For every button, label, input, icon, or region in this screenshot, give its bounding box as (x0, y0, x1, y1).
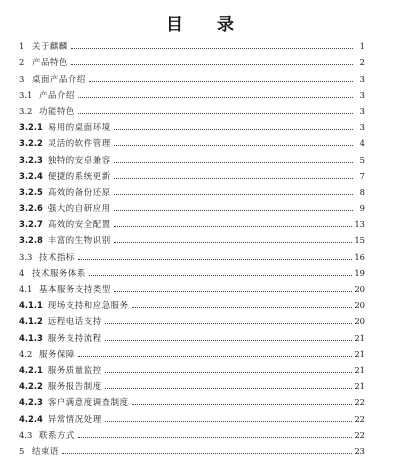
toc-entry-page: 22 (354, 429, 365, 440)
toc-entry[interactable] (19, 440, 365, 456)
toc-entry-page: 3 (359, 105, 365, 116)
toc-entry-page: 9 (359, 203, 365, 214)
dot-leader (114, 242, 353, 243)
toc-entry-page: 23 (354, 445, 365, 456)
dot-leader (105, 388, 353, 389)
toc-entry-number: 3.2.2 (19, 138, 43, 149)
toc-entry-number: 1 (19, 41, 25, 52)
dot-leader (89, 275, 352, 276)
dot-leader (105, 421, 353, 422)
toc-entry-page: 3 (359, 73, 365, 84)
toc-entry-number: 4.1.2 (19, 316, 43, 327)
toc-entry-number: 4.1.3 (19, 332, 43, 343)
dot-leader (132, 404, 353, 405)
dot-leader (71, 48, 353, 49)
dot-leader (114, 226, 353, 227)
toc-entry-number: 3.2 (19, 105, 33, 116)
toc-entry-title: 异常情况处理 (47, 413, 102, 424)
toc-entry-page: 20 (354, 300, 365, 311)
toc-entry-title: 服务质量监控 (47, 364, 102, 375)
toc-entry-title: 产品特色 (32, 57, 68, 68)
dot-leader (89, 81, 353, 82)
toc-entry-number: 3.2.8 (19, 235, 43, 246)
toc-entry-title: 灵活的软件管理 (47, 138, 111, 149)
toc-entry-title: 技术指标 (39, 251, 75, 262)
toc-entry-page: 4 (359, 138, 365, 149)
toc-entry[interactable] (19, 197, 365, 213)
toc-entry-title: 高效的备份还原 (47, 186, 111, 197)
dot-leader (114, 178, 353, 179)
toc-entry-title: 丰富的生物识别 (47, 235, 111, 246)
toc-entry-page: 2 (359, 57, 365, 68)
toc-entry-page: 16 (354, 251, 365, 262)
page-title: 目 录 (166, 15, 248, 35)
toc-entry-page: 5 (359, 154, 365, 165)
toc-entry-title: 结束语 (32, 445, 59, 456)
toc-entry-title: 产品介绍 (39, 89, 75, 100)
toc-entry-title: 远程电话支持 (47, 316, 102, 327)
toc-entry-number: 4.1 (19, 284, 33, 294)
toc-entry-number: 3.2.5 (19, 186, 43, 197)
toc-entry[interactable] (19, 165, 365, 181)
toc-entry-page: 3 (359, 122, 365, 133)
toc-entry-number: 3.2.3 (19, 154, 43, 165)
toc-entry-page: 21 (354, 332, 365, 343)
toc-entry-number: 5 (19, 445, 25, 456)
toc-entry-page: 20 (354, 316, 365, 327)
dot-leader (71, 64, 353, 65)
toc-entry-number: 3.1 (19, 89, 33, 100)
toc-entry[interactable] (19, 407, 365, 423)
toc-entry-title: 技术服务体系 (32, 267, 86, 278)
toc-entry[interactable] (19, 35, 365, 51)
dot-leader (78, 97, 353, 98)
toc-entry[interactable] (19, 116, 365, 132)
toc-entry[interactable] (19, 343, 365, 359)
toc-entry[interactable] (19, 181, 365, 197)
toc-entry-page: 3 (359, 89, 365, 100)
toc-entry[interactable] (19, 294, 365, 310)
toc-entry-title: 客户满意度调查制度 (47, 397, 129, 408)
toc-entry-number: 2 (19, 57, 25, 68)
toc-entry-title: 基本服务支持类型 (39, 284, 111, 294)
toc-entry-page: 21 (354, 348, 365, 359)
toc-entry[interactable] (19, 100, 365, 116)
toc-entry[interactable] (19, 375, 365, 391)
dot-leader (105, 372, 353, 373)
toc-entry-number: 3.2.1 (19, 122, 43, 133)
dot-leader (114, 129, 353, 130)
dot-leader (105, 340, 353, 341)
toc-entry[interactable] (19, 84, 365, 100)
toc-entry-title: 易用的桌面环境 (47, 122, 111, 133)
toc-entry-title: 服务保障 (39, 348, 75, 359)
toc-entry[interactable] (19, 148, 365, 164)
toc-entry-page: 15 (354, 235, 365, 246)
toc-entry-page: 21 (354, 364, 365, 375)
dot-leader (114, 291, 353, 292)
toc-entry-number: 3 (19, 73, 25, 84)
toc-entry-page: 22 (354, 413, 365, 424)
dot-leader (132, 307, 353, 308)
toc-entry-title: 服务报告制度 (47, 381, 102, 392)
dot-leader (78, 113, 353, 114)
dot-leader (62, 453, 352, 454)
toc-entry-page: 20 (354, 284, 365, 294)
toc-entry-title: 独特的安卓兼容 (47, 154, 111, 165)
dot-leader (114, 162, 353, 163)
dot-leader (78, 259, 352, 260)
toc-entry-number: 4.2.3 (19, 397, 43, 408)
toc-entry-number: 4.2.2 (19, 381, 43, 392)
dot-leader (114, 145, 353, 146)
toc-entry-number: 3.2.4 (19, 170, 43, 181)
toc-entry-number: 3.2.6 (19, 203, 43, 214)
toc-entry[interactable] (19, 51, 365, 67)
toc-entry-number: 4 (19, 267, 25, 278)
toc-entry-number: 4.2 (19, 348, 33, 359)
toc-entry-title: 联系方式 (39, 429, 75, 440)
toc-entry-title: 关于麒麟 (32, 41, 68, 52)
toc-entry[interactable] (19, 229, 365, 245)
toc-entry[interactable] (19, 424, 365, 440)
toc-entry-number: 3.2.7 (19, 219, 43, 230)
toc-entry-page: 7 (359, 170, 365, 181)
toc-entry[interactable] (19, 262, 365, 278)
toc-entry-title: 功能特色 (39, 105, 75, 116)
dot-leader (114, 210, 353, 211)
toc-entry-page: 1 (359, 41, 365, 52)
toc-entry-title: 强大的自研应用 (47, 203, 111, 214)
toc-entry[interactable] (19, 245, 365, 261)
dot-leader (78, 437, 352, 438)
toc-entry-page: 13 (354, 219, 365, 230)
toc-entry-page: 21 (354, 381, 365, 392)
toc-entry-number: 4.2.4 (19, 413, 43, 424)
toc-entry-number: 4.3 (19, 429, 33, 440)
toc-entry-number: 4.1.1 (19, 300, 43, 311)
toc-entry[interactable] (19, 310, 365, 326)
toc-entry[interactable] (19, 67, 365, 83)
toc-entry[interactable] (19, 391, 365, 407)
toc-entry-page: 19 (354, 267, 365, 278)
toc-entry-title: 桌面产品介绍 (32, 73, 86, 84)
toc-entry[interactable] (19, 359, 365, 375)
toc-entry-number: 4.2.1 (19, 364, 43, 375)
table-of-contents (19, 35, 365, 456)
toc-entry-page: 8 (359, 186, 365, 197)
toc-entry-title: 便捷的系统更新 (47, 170, 111, 181)
toc-entry[interactable] (19, 213, 365, 229)
toc-entry-page: 22 (354, 397, 365, 408)
toc-entry[interactable] (19, 326, 365, 342)
toc-entry[interactable] (19, 132, 365, 148)
dot-leader (78, 356, 352, 357)
dot-leader (105, 323, 353, 324)
toc-entry[interactable] (19, 278, 365, 294)
toc-entry-number: 3.3 (19, 251, 33, 262)
toc-entry-title: 服务支持流程 (47, 332, 102, 343)
toc-entry-title: 高效的安全配置 (47, 219, 111, 230)
dot-leader (114, 194, 353, 195)
toc-entry-title: 现场支持和应急服务 (47, 300, 129, 311)
